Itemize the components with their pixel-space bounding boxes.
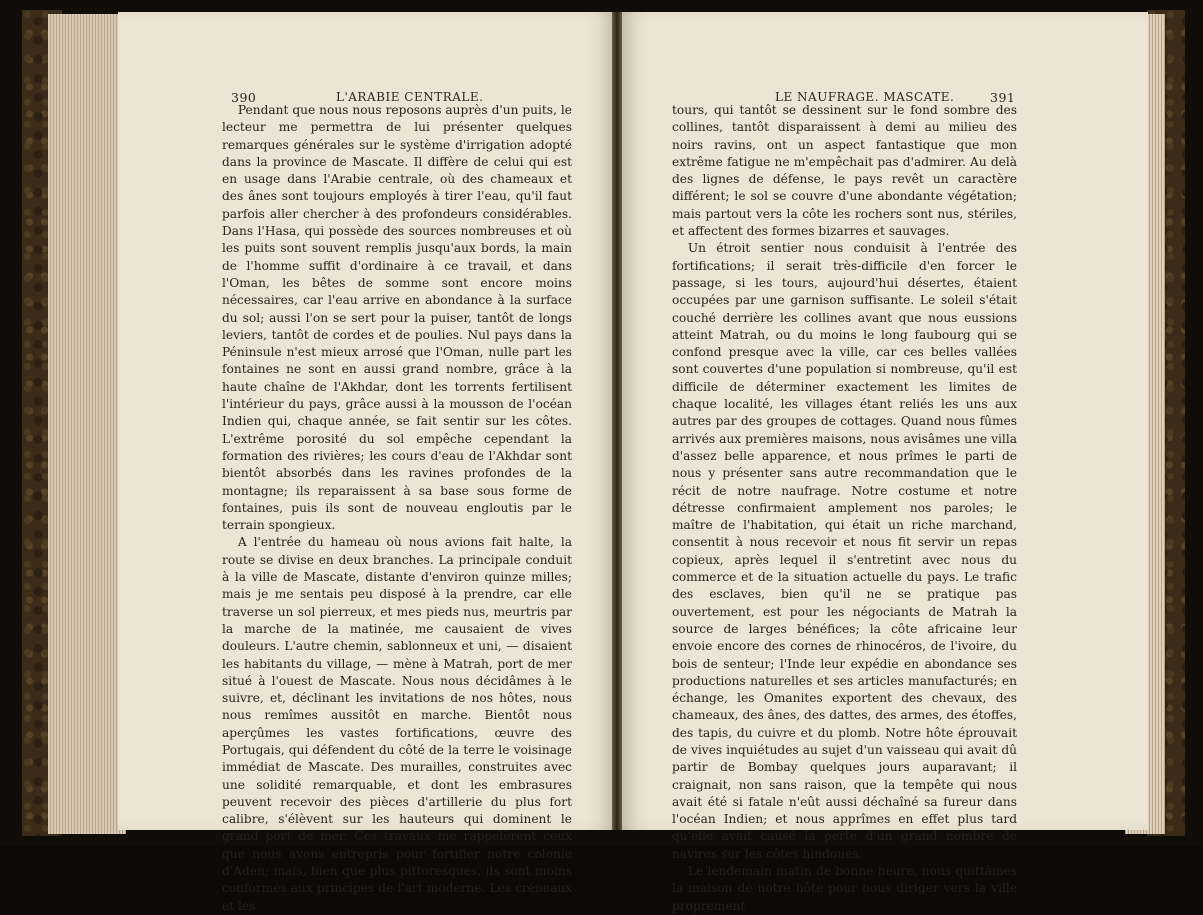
paragraph-continued: tours, qui tantôt se dessinent sur le fond sombre des collines, tantôt disparaissent à demi au milieu des noirs ravins, ont un aspect fantastique que mon extrême fatigue ne m'empêchait pas d'admirer. Au delà des lignes de défense, le pays revêt un caractère différent; le sol se couvre d'une abondante végétation; mais partout vers la côte les rochers sont nus, stériles, et affectent des formes bizarres et sauvages. [672, 103, 1017, 239]
paragraph: A l'entrée du hameau où nous avions fait halte, la route se divise en deux branches. La principale conduit à la ville de Mascate, distante d'environ quinze milles; mais je me sentais peu disposé à la prendre, car elle traverse un sol pierreux, et mes pieds nus, meurtris par la marche de la matinée, me causaient de vives douleurs. L'autre chemin, sablonneux et uni, — disaient les habitants du village, — mène à Matrah, port de mer situé à l'ouest de Mascate. Nous nous décidâmes à le suivre, et, déclinant les invitations de nos hôtes, nous nous remîmes aussitôt en marche. Bientôt nous aperçûmes les vastes fortifications, œuvre des Portugais, qui défendent du côté de la terre le voisinage immédiat de Mascate. Des murailles, construites avec une solidité remarquable, et dont les embrasures peuvent recevoir des pièces d'artillerie du plus fort calibre, s'élèvent sur les hauteurs qui dominent le grand port de mer. Ces travaux me rappelèrent ceux que nous avons entrepris pour fortifier notre colonie d'Aden; mais, bien que plus pittoresques, ils sont moins conformes aux principes de l'art moderne. Les créneaux et les [222, 535, 572, 913]
right-page-header [0, 90, 1203, 106]
right-running-head: LE NAUFRAGE. MASCATE. [775, 90, 955, 104]
left-page-body [222, 102, 572, 915]
page-edges-left [48, 14, 126, 834]
left-page-number: 390 [231, 90, 257, 105]
book-gutter [612, 12, 622, 830]
right-page-number: 391 [990, 90, 1016, 105]
right-page-body [672, 102, 1017, 915]
paragraph: Le lendemain matin de bonne heure, nous quittâmes la maison de notre hôte pour nous diriger vers la ville proprement [672, 864, 1017, 913]
paragraph: Un étroit sentier nous conduisit à l'entrée des fortifications; il serait très-difficile d'en forcer le passage, si les tours, aujourd'hui désertes, étaient occupées par une garnison suffisante. Le soleil s'était couché derrière les collines avant que nous eussions atteint Matrah, ou du moins le long faubourg qui se confond presque avec la ville, car ces belles vallées sont couvertes d'une population si nombreuse, qu'il est difficile de déterminer exactement les limites de chaque localité, les villages étant reliés les uns aux autres par des groupes de cottages. Quand nous fûmes arrivés aux premières maisons, nous avisâmes une villa d'assez belle apparence, et nous prîmes le parti de nous y présenter sans autre recommandation que le récit de notre naufrage. Notre costume et notre détresse confirmaient amplement nos paroles; le maître de l'habitation, qui était un riche marchand, consentit à nous recevoir et nous fit servir un repas copieux, après lequel il s'entretint avec nous du commerce et de la situation actuelle du pays. Le trafic des esclaves, bien qu'il ne se pratique pas ouvertement, est pour les négociants de Matrah la source de larges bénéfices; la côte africaine leur envoie encore des cornes de rhinocéros, de l'ivoire, du bois de senteur; l'Inde leur expédie en abondance ses productions naturelles et ses articles manufacturés; en échange, les Omanites exportent des chevaux, des chameaux, des ânes, des dattes, des armes, des étoffes, des tapis, du cuivre et du plomb. Notre hôte éprouvait de vives inquiétudes au sujet d'un vaisseau qui avait dû partir de Bombay quelques jours auparavant; il craignait, non sans raison, que la tempête qui nous avait été si fatale n'eût aussi déchaîné sa fureur dans l'océan Indien; et nous apprîmes en effet plus tard qu'elle avait causé la perte d'un grand nombre de navires sur les côtes hindoues. [672, 241, 1017, 861]
left-running-head: L'ARABIE CENTRALE. [336, 90, 484, 104]
paragraph: Pendant que nous nous reposons auprès d'un puits, le lecteur me permettra de lui présenter quelques remarques générales sur le système d'irrigation adopté dans la province de Mascate. Il diffère de celui qui est en usage dans l'Arabie centrale, où des chameaux et des ânes sont toujours employés à tirer l'eau, qu'il faut parfois aller chercher à des profondeurs considérables. Dans l'Hasa, qui possède des sources nombreuses et où les puits sont souvent remplis jusqu'aux bords, la main de l'homme suffit d'ordinaire à ce travail, et dans l'Oman, les bêtes de somme sont encore moins nécessaires, car l'eau arrive en abondance à la surface du sol; aussi l'on se sert pour la puiser, tantôt de longs leviers, tantôt de cordes et de poulies. Nul pays dans la Péninsule n'est mieux arrosé que l'Oman, nulle part les fontaines ne sont en aussi grand nombre, grâce à la haute chaîne de l'Akhdar, dont les torrents fertilisent l'intérieur du pays, grâce aussi à la mousson de l'océan Indien qui, chaque année, se fait sentir sur les côtes. L'extrême porosité du sol empêche cependant la formation des rivières; les cours d'eau de l'Akhdar sont bientôt absorbés dans les ravines profondes de la montagne; ils reparaissent à sa base sous forme de fontaines, puis ils sont de nouveau engloutis par le terrain spongieux. [222, 103, 572, 533]
